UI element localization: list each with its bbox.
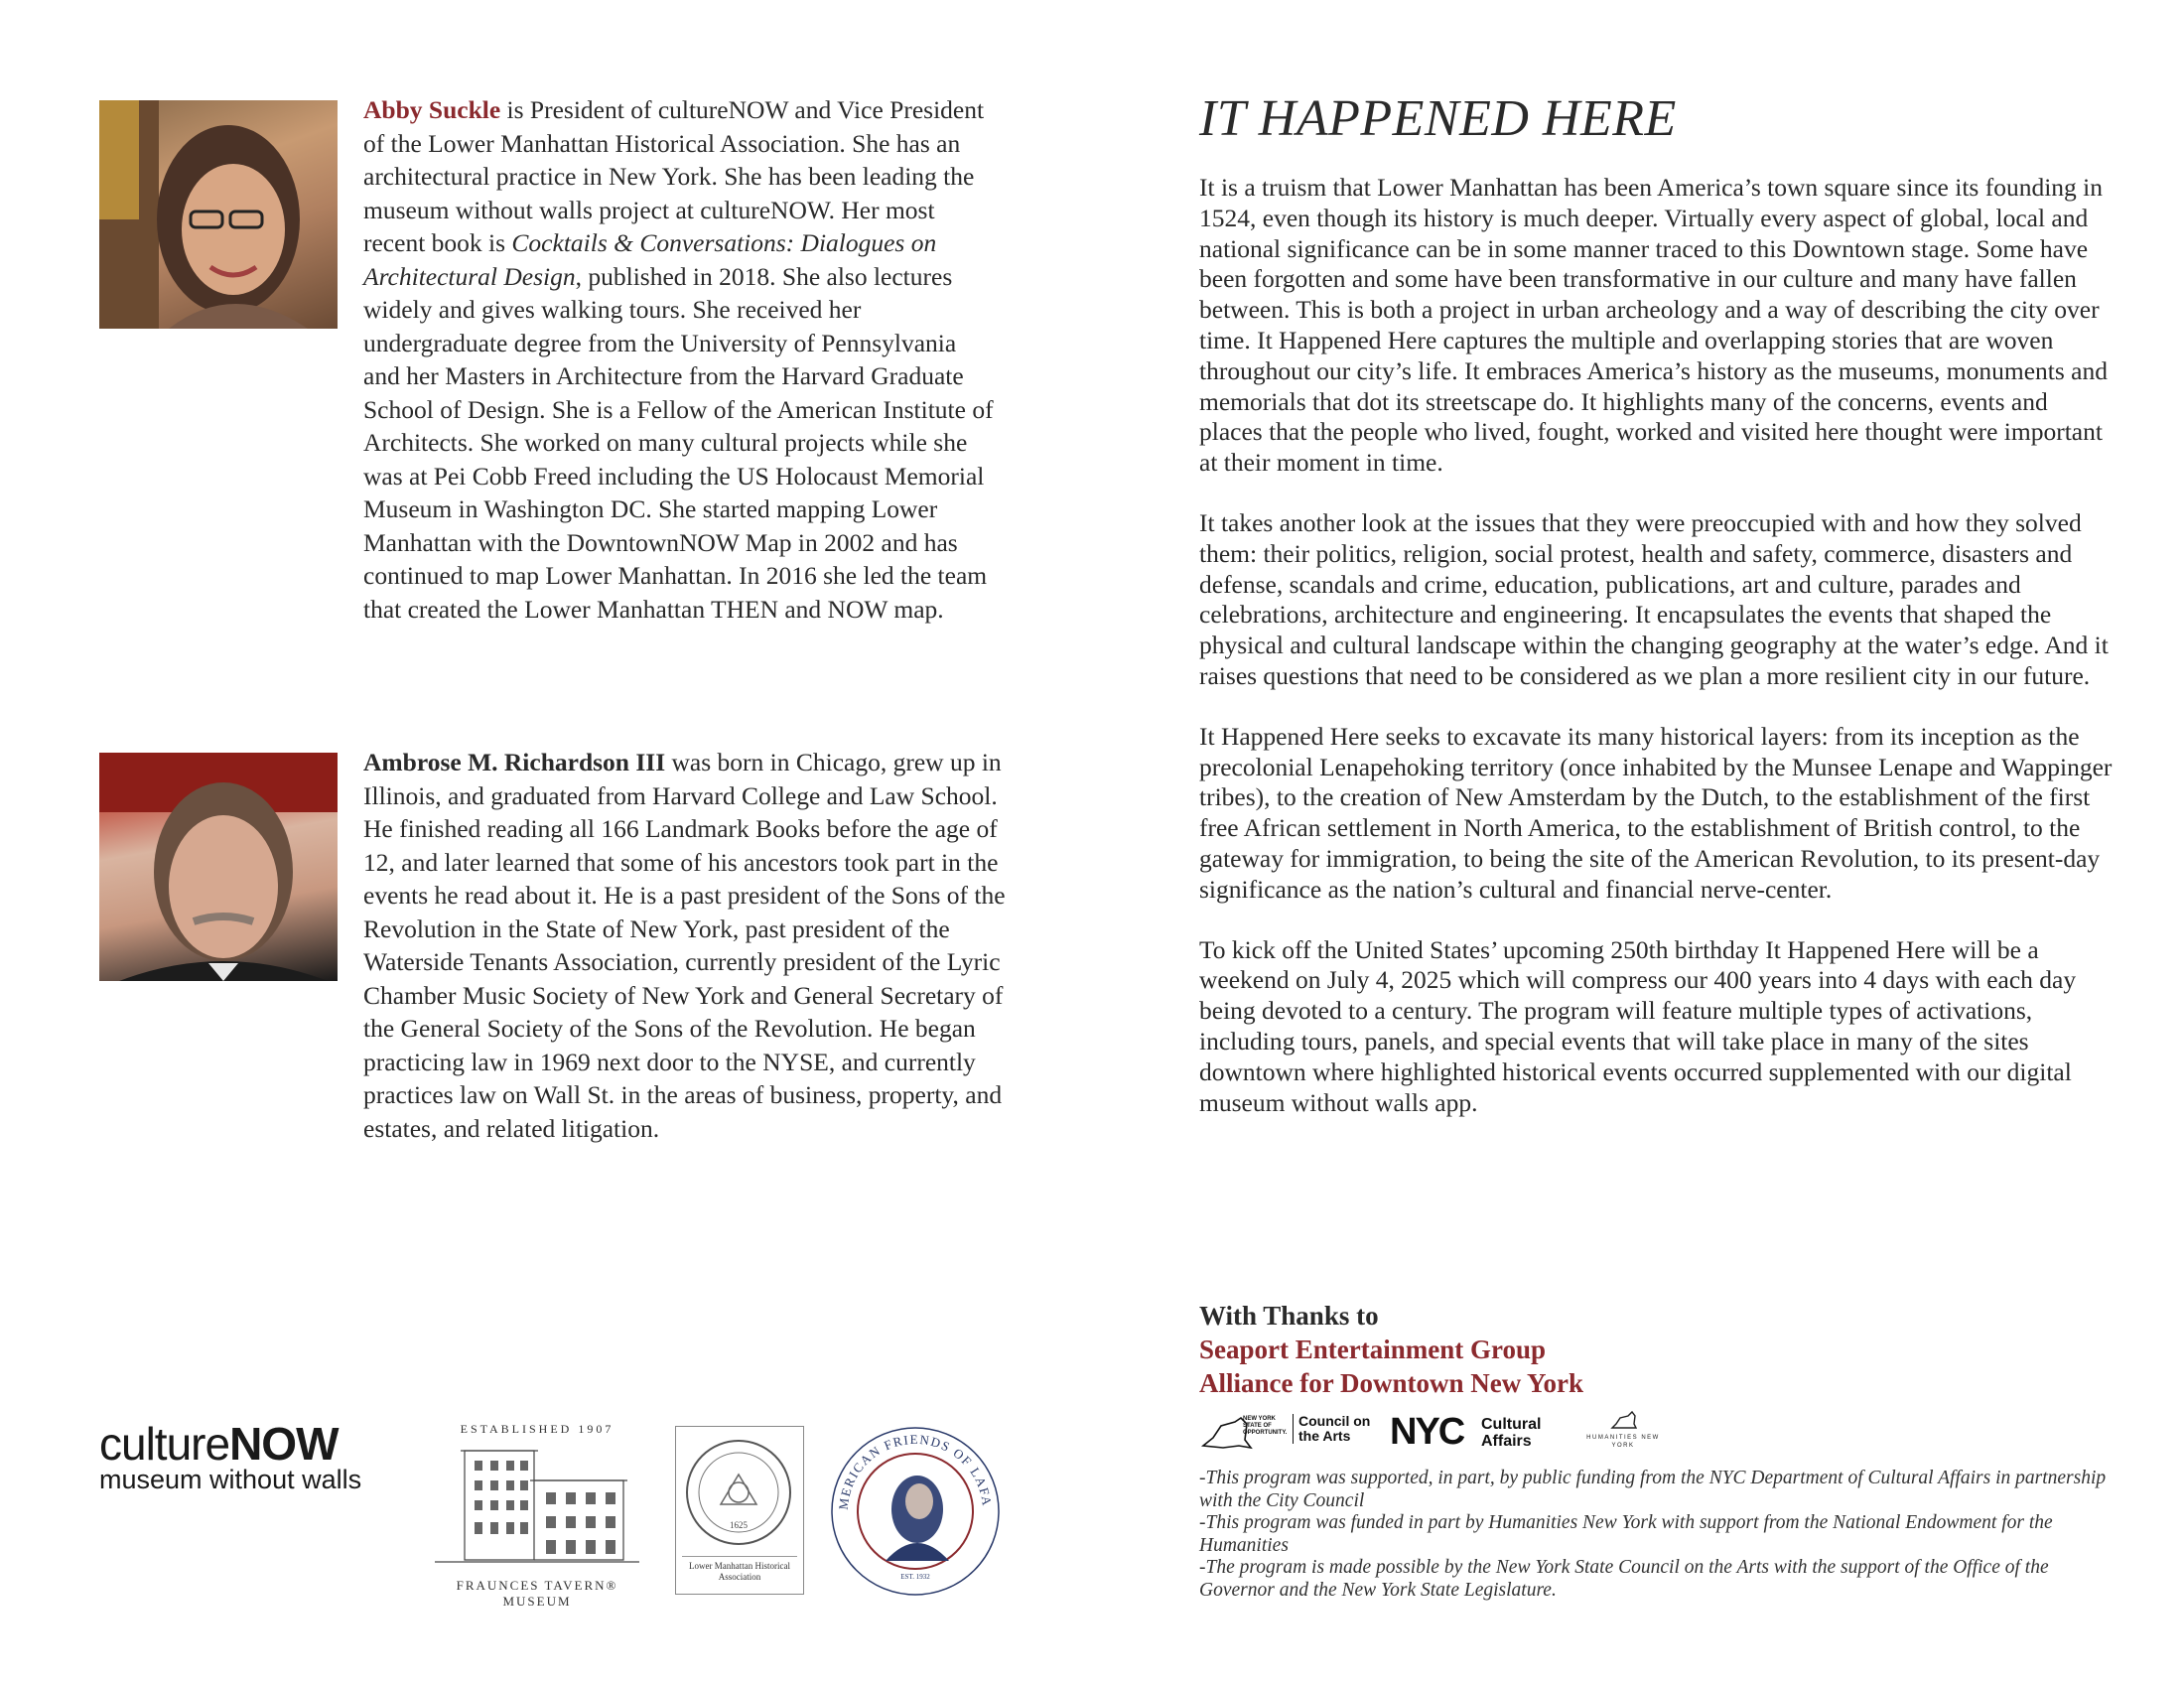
humanities-new-york-logo: HUMANITIES NEW YORK [1586,1410,1666,1454]
thanks-section [1199,1299,2093,1400]
page-title: IT HAPPENED HERE [1199,90,1677,147]
nyc-cultural-affairs-logo: NYC Cultural Affairs [1390,1411,1542,1453]
abby-suckle-photo [99,100,338,329]
american-friends-of-lafayette-logo [826,1422,1005,1601]
fraunces-tavern-logo: ESTABLISHED 1907 FRAUNCES TAVERN® MUSEUM [425,1422,649,1596]
humanities-ny-icon [1608,1410,1638,1432]
paragraph: It is a truism that Lower Manhattan has been America’s town square since its founding in 1524, even though its history is much deeper. Virtually every aspect of global, local and national significance can be in some manner traced to this Downtown stage. Some have been forgotten and some have been transformative in our culture and many have fallen between. This is both a project in urban archeology and a way of describing the city over time. It Happened Here captures the multiple and overlapping stories that are woven throughout our city’s life. It embraces America’s history as the museums, monuments and memorials that dot its streetscape do. It highlights many of the concerns, events and places that the people who lived, fought, worked and visited here thought were important at their moment in time. [1199,173,2108,478]
paragraph: It takes another look at the issues that they were preoccupied with and how they solved them: their politics, religion, social protest, health and safety, commerce, disasters and defense, scandals and crime, education, publications, art and culture, parades and celebrations, architecture and engineering. It encapsulates the events that shaped the physical and cultural landscape within the changing geography at the water’s edge. And it raises questions that need to be considered as we plan a more resilient city in our future. [1199,507,2109,690]
culturenow-logo: cultureNOW museum without walls [99,1418,362,1494]
thanks-org: Seaport Entertainment Group [1199,1335,1546,1364]
abby-suckle-bio: Abby Suckle is President of cultureNOW and Vice President of the Lower Manhattan Historical Association. She has an architectural practice in New York. She has been leading the museum without walls project at cultureNOW. Her most recent book is Cocktails & Conversations: Dialogues on Architectural Design, published in 2018. She also lectures widely and gives walking tours. She received her undergraduate degree from the University of Pennsylvania and her Masters in Architecture from the Harvard Graduate School of Design. She is a Fellow of the American Institute of Architects. She worked on many cultural projects while she was at Pei Cobb Freed including the US Holocaust Memorial Museum in Washington DC. She started mapping Lower Manhattan with the DowntownNOW Map in 2002 and has continued to map Lower Manhattan. In 2016 she led the team that created the Lower Manhattan THEN and NOW map. [363,95,994,624]
book-title: Cocktails & Conversations: Dialogues on Architectural Design [363,228,937,291]
ambrose-richardson-photo [99,753,338,981]
paragraph: It Happened Here seeks to excavate its many historical layers: from its inception as the precolonial Lenapehoking territory (once inhabited by the Munsee Lenape and Wappinger tribes), to the creation of New Amsterdam by the Dutch, to the establishment of the first free African settlement in North America, to the establishment of British control, to the gateway for immigration, to being the site of the American Revolution, to its present-day significance as the nation’s cultural and financial nerve-center. [1199,721,2113,904]
svg-text:1625: 1625 [730,1520,748,1530]
thanks-heading: With Thanks to [1199,1301,1379,1331]
ambrose-richardson-name: Ambrose M. Richardson III [363,748,666,776]
main-body [1199,173,2113,1148]
abby-suckle-name: Abby Suckle [363,95,501,124]
paragraph: To kick off the United States’ upcoming 250th birthday It Happened Here will be a weekend on July 4, 2025 which will compress our 400 years into 4 days with each day being devoted to a century. The program will feature multiple types of activations, including tours, panels, and special events that will take place in many of the sites downtown where highlighted historical events occurred supplemented with our digital museum without walls app. [1199,934,2077,1117]
svg-text:THE AMERICAN FRIENDS OF LAFAYE: MERICAN FRIENDS OF LAFA [835,1431,995,1511]
ambrose-richardson-bio: Ambrose M. Richardson III was born in Chicago, grew up in Illinois, and graduated from Harvard College and Law School. He finished reading all 166 Landmark Books before the age of 12, and later learned that some of his ancestors took part in the events he read about it. He is a past president of the Sons of the Revolution in the State of New York, past president of the Waterside Tenants Association, currently president of the Lyric Chamber Music Society of New York and General Secretary of the General Society of the Sons of the Revolution. He began practicing law in 1969 next door to the NYSE, and currently practices law on Wall St. in the areas of business, property, and estates, and related litigation. [363,748,1006,1143]
fraunces-building-icon [425,1441,649,1572]
lower-manhattan-historical-association-logo: 1625 Lower Manhattan Historical Association [675,1426,804,1595]
funding-notes: -This program was supported, in part, by public funding from the NYC Department of Cultural Affairs in partnership with the City Council -This program was funded in part by Humanities New York with support from the National Endowment for the Humanities -The program is made possible by the New York State Council on the Arts with the support of the Office of the Governor and the New York State Legislature. [1199,1468,2107,1601]
nys-council-arts-logo: NEW YORK STATE OF OPPORTUNITY. Council on the Arts [1199,1414,1368,1454]
thanks-org: Alliance for Downtown New York [1199,1368,1583,1398]
city-seal-icon [676,1427,802,1556]
svg-text:EST. 1932: EST. 1932 [900,1573,930,1581]
